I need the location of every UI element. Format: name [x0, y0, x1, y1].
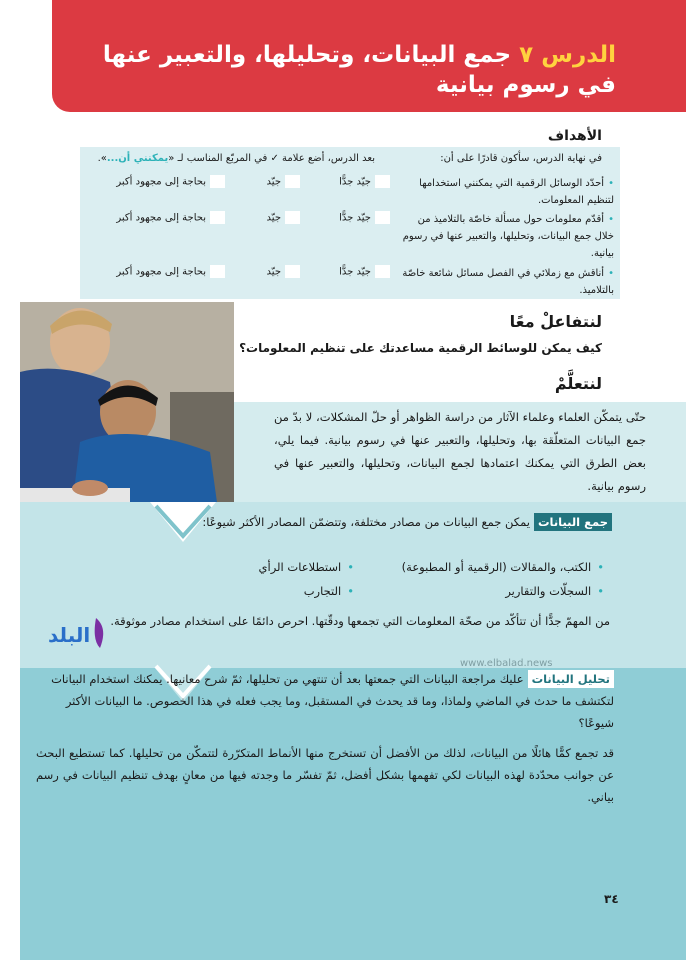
lesson-header — [52, 0, 686, 112]
rating-good[interactable]: جيّد — [267, 211, 300, 224]
page-number: ٣٤ — [604, 892, 619, 906]
lesson-title — [96, 40, 616, 100]
analyzing-paragraph-2: قد تجمع كمًّا هائلًا من البيانات، لذلك من الأفضل أن تستخرج منها الأنماط المتكرّرة لتتمكّن من تحليلها. كما تستطيع البحث عن جوانب محدّدة لهذه البيانات لكي تفهمها بشكل أفضل، ثمّ تفسّر ما وجدته فيها من معانٍ بهدف تنظيم البيانات في رسم بياني. — [36, 746, 614, 804]
rating-very-good[interactable]: جيّد جدًّا — [339, 211, 390, 224]
rating-needs-effort[interactable]: بحاجة إلى مجهود أكبر — [116, 175, 225, 188]
checkbox[interactable] — [285, 211, 300, 224]
rating-very-good[interactable]: جيّد جدًّا — [339, 175, 390, 188]
checkbox[interactable] — [210, 211, 225, 224]
elbalad-logo — [44, 614, 112, 652]
objectives-box — [80, 147, 620, 299]
list-item: •الكتب، والمقالات (الرقمية أو المطبوعة) — [401, 560, 604, 574]
page-margin — [0, 0, 20, 960]
collecting-note: من المهمّ جدًّا أن تتأكّد من صحّة المعلومات التي تجمعها ودقّتها. احرص دائمًا على استخدام مصادر موثوقة. — [110, 614, 610, 628]
rating-needs-effort[interactable]: بحاجة إلى مجهود أكبر — [116, 211, 225, 224]
learn-heading: لنتعلَّمْ — [554, 374, 602, 393]
analyzing-paragraph — [36, 668, 614, 734]
list-item: •التجارب — [303, 584, 354, 598]
objectives-instruction: بعد الدرس، أضع علامة ✓ في المربّع المناسب لـ «يمكنني أن...». — [97, 153, 375, 164]
lesson-title-line1: جمع البيانات، وتحليلها، والتعبير عنها — [102, 42, 512, 68]
list-item: •استطلاعات الرأي — [258, 560, 354, 574]
list-item: •السجلّات والتقارير — [505, 584, 604, 598]
interact-question: كيف يمكن للوسائط الرقمية مساعدتك على تنظيم المعلومات؟ — [239, 341, 602, 355]
checkbox[interactable] — [210, 265, 225, 278]
objective-text: •أقدّم معلومات حول مسألة خاصّة بالتلاميذ من خلال جمع البيانات، وتحليلها، والتعبير عنها في رسوم بيانية. — [402, 214, 614, 259]
checkbox[interactable] — [285, 265, 300, 278]
objectives-intro: في نهاية الدرس، سأكون قادرًا على أن: — [440, 153, 602, 164]
rating-good[interactable]: جيّد — [267, 265, 300, 278]
checkbox[interactable] — [285, 175, 300, 188]
objective-text: •أحدّد الوسائل الرقمية التي يمكنني استخدامها لتنظيم المعلومات. — [419, 178, 614, 206]
checkbox[interactable] — [375, 211, 390, 224]
learn-paragraph: حتّى يتمكّن العلماء وعلماء الآثار من دراسة الظواهر أو حلّ المشكلات، لا بدّ من جمع البيانات المتعلّقة بها، وتحليلها، والتعبير عنها في رسوم بيانية. فيما يلي، بعض الطرق التي يمكنك اعتمادها لجمع البيانات، وتحليلها، والتعبير عنها في رسوم بيانية. — [274, 410, 646, 493]
objective-row — [80, 211, 620, 261]
scientists-photo — [20, 302, 234, 524]
collecting-paragraph — [192, 511, 612, 533]
photo-illustration — [20, 302, 234, 524]
rating-needs-effort[interactable]: بحاجة إلى مجهود أكبر — [116, 265, 225, 278]
interact-heading: لنتفاعلْ معًا — [509, 312, 602, 331]
rating-very-good[interactable]: جيّد جدًّا — [339, 265, 390, 278]
sources-list — [234, 560, 604, 604]
logo-text: البلد — [48, 623, 91, 647]
analyzing-text: عليك مراجعة البيانات التي جمعتها بعد أن تنتهي من تحليلها، ثمّ شرح معانيها. يمكنك استخدام البيانات لتكتشف ما حدث في الماضي ولماذا، وما قد يحدث في المستقبل، وما يجب فعله في هذا الخصوص. ما البيانات الأكثر شيوعًا؟ — [51, 672, 614, 730]
watermark-url: www.elbalad.news — [460, 658, 553, 669]
rating-good[interactable]: جيّد — [267, 175, 300, 188]
objectives-heading: الأهداف — [547, 128, 602, 144]
objective-text: •أناقش مع زملائي في الفصل مسائل شائعة خاصّة بالتلاميذ. — [402, 268, 614, 296]
checkbox[interactable] — [375, 265, 390, 278]
lesson-number: الدرس ٧ — [519, 42, 616, 68]
checkbox[interactable] — [210, 175, 225, 188]
collecting-text: يمكن جمع البيانات من مصادر مختلفة، وتتضمّن المصادر الأكثر شيوعًا: — [202, 515, 530, 529]
collecting-tag: جمع البيانات — [534, 513, 612, 531]
analyzing-tag: تحليل البيانات — [528, 670, 614, 688]
checkbox[interactable] — [375, 175, 390, 188]
lesson-title-line2: في رسوم بيانية — [435, 72, 616, 98]
